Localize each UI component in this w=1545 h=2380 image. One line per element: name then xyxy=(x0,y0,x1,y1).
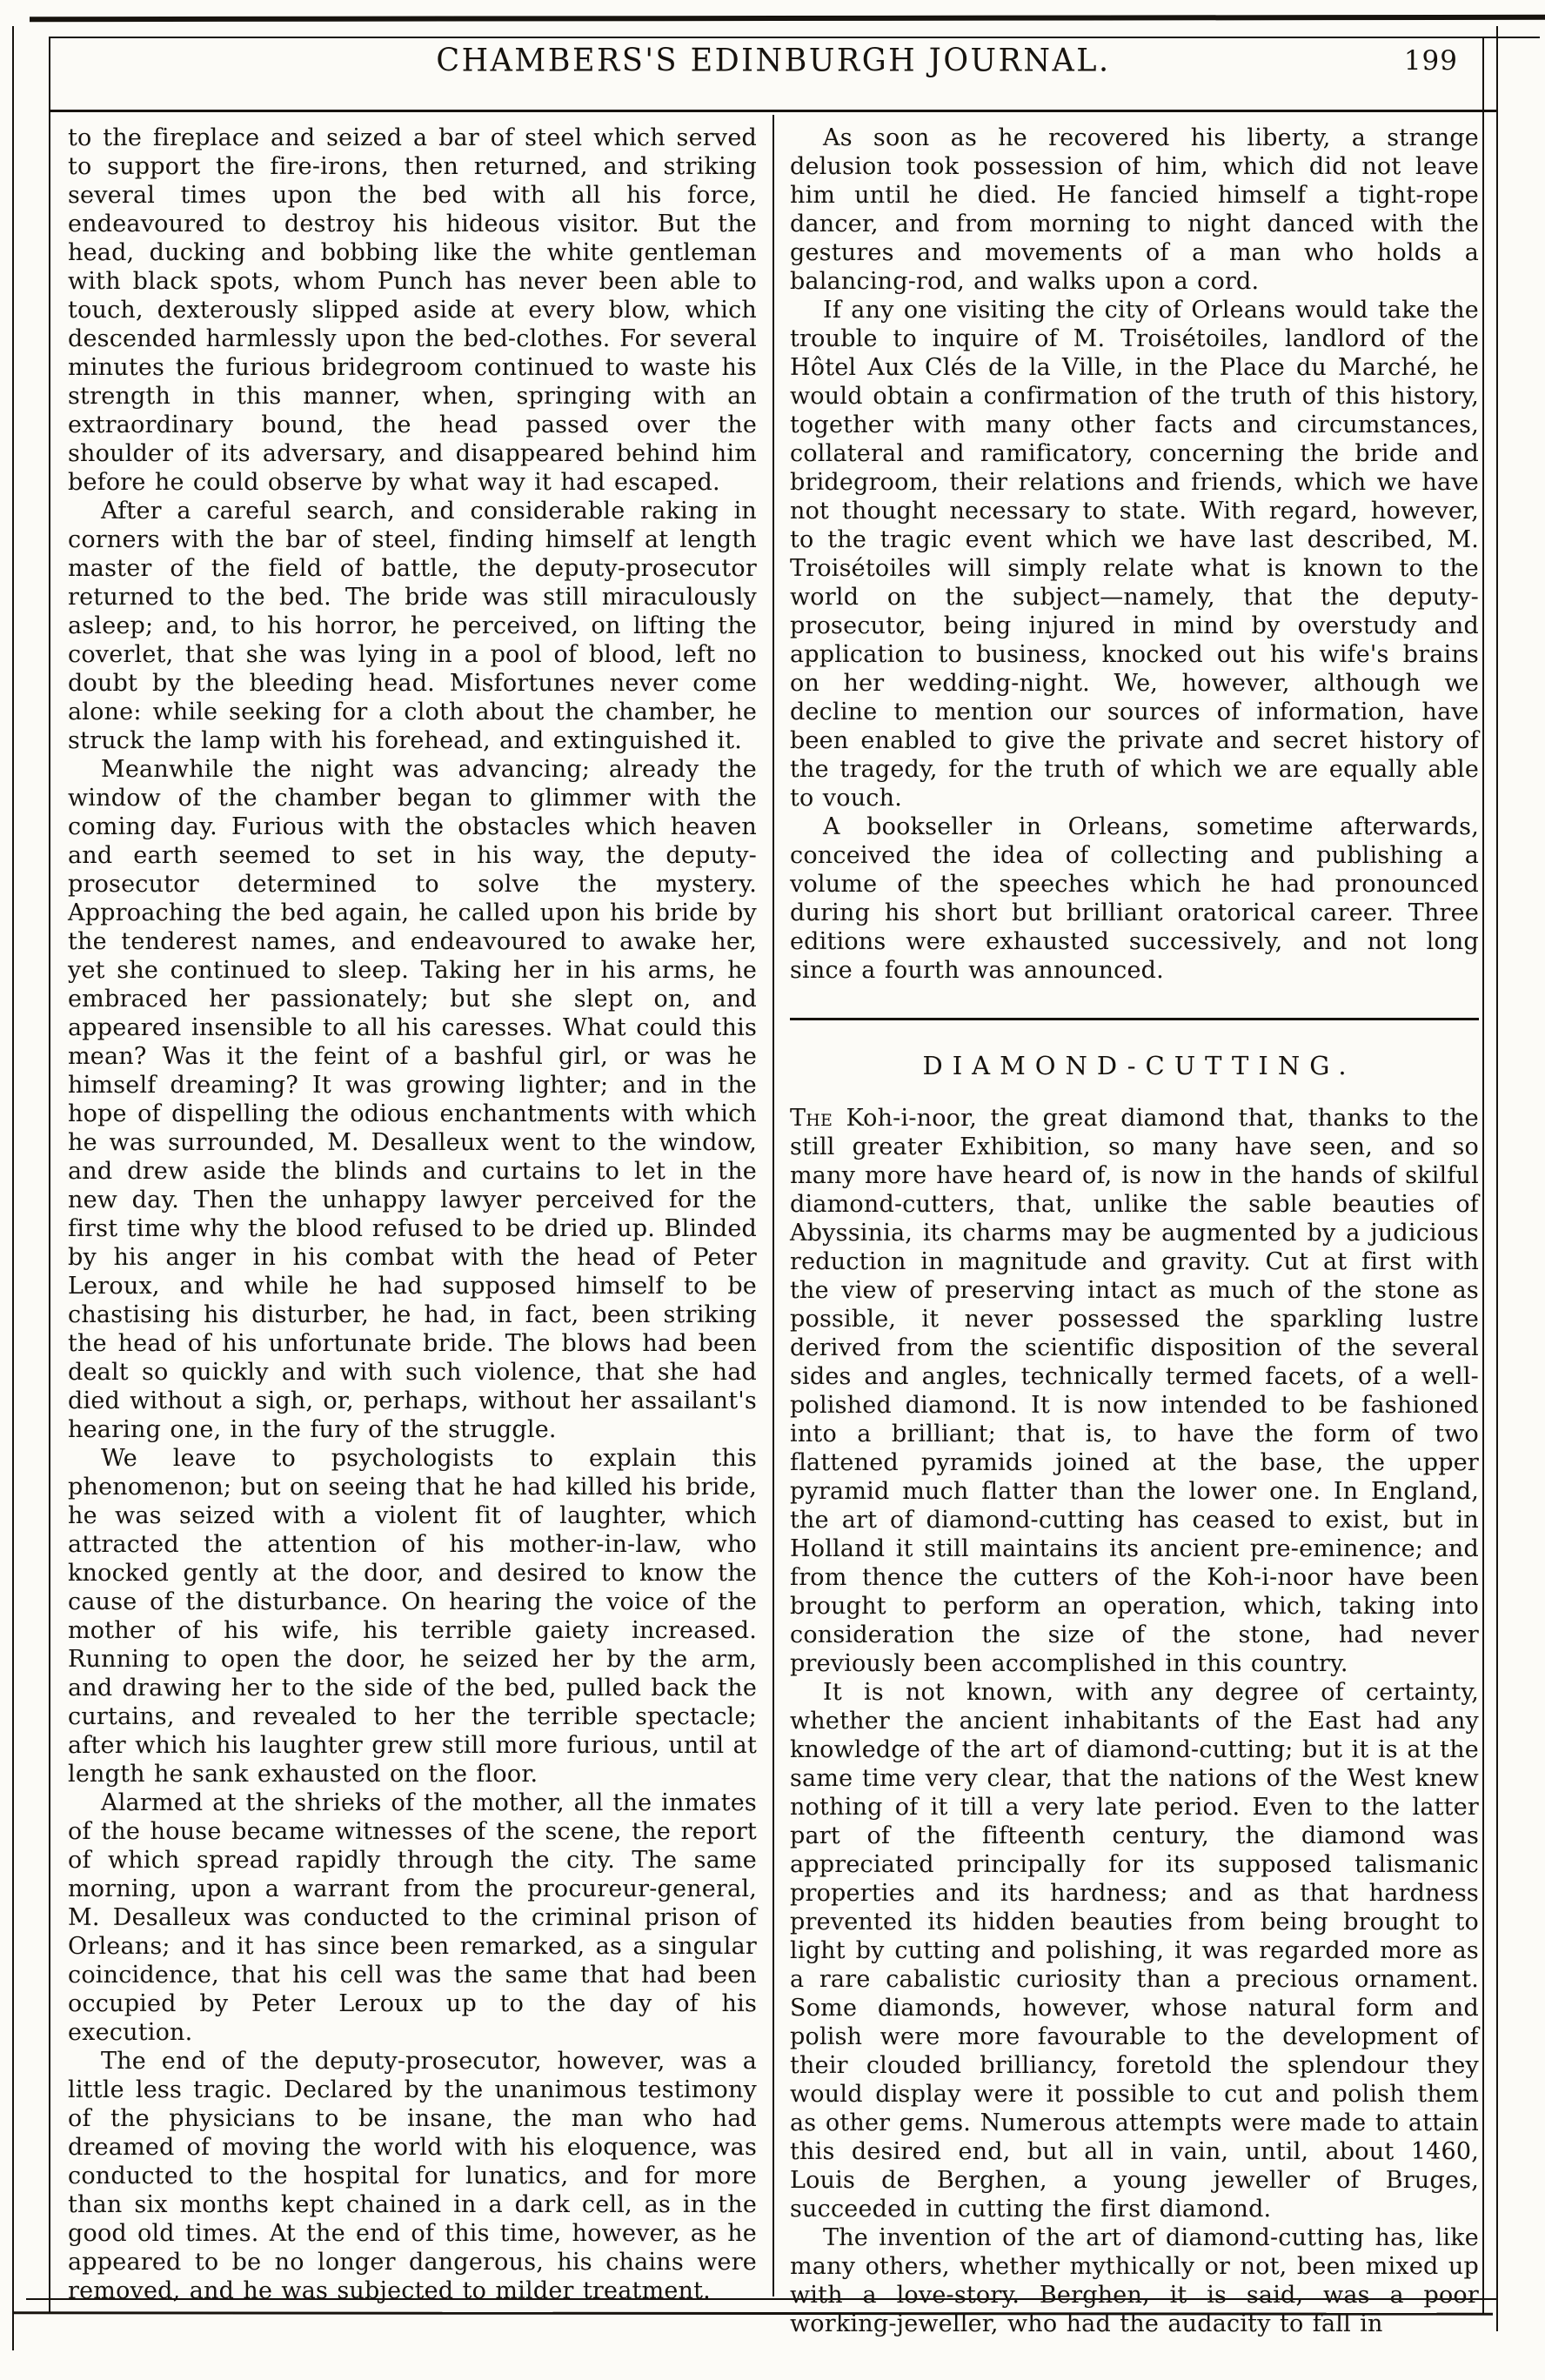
section-heading: DIAMOND-CUTTING. xyxy=(922,1051,1356,1080)
journal-title: CHAMBERS'S EDINBURGH JOURNAL. xyxy=(436,43,1111,79)
paragraph: It is not known, with any degree of certainty, whether the ancient inhabitants of the East had any knowledge of the art of diamond-cutting; but it is at the same time very clear, that the nations of the West knew nothing of it till a very late period. Even to the latter part of the fifteenth century, the diamond was appreciated principally for its supposed talismanic properties and its hardness; and as that hardness prevented its hidden beauties from being brought to light by cutting and polishing, it was regarded more as a rare cabalistic curiosity than a precious ornament. Some diamonds, however, whose natural form and polish were more favourable to the development of their clouded brilliancy, foretold the splendour they would display were it possible to cut and polish them as other gems. Numerous attempts were made to attain this desired end, but all in vain, until, about 1460, Louis de Berghen, a young jeweller of Bruges, succeeded in cutting the first diamond. xyxy=(790,1679,1479,2223)
paragraph: After a careful search, and considerable raking in corners with the bar of steel, finding himself at length master of the field of battle, the deputy-prosecutor returned to the bed. The bride was still miraculously asleep; and, to his horror, he perceived, on lifting the coverlet, that she was lying in a pool of blood, left no doubt by the bleeding head. Misfortunes never come alone: while seeking for a cloth about the chamber, he struck the lamp with his forehead, and extinguished it. xyxy=(68,498,757,754)
right-column xyxy=(790,124,1479,2338)
paragraph: As soon as he recovered his liberty, a strange delusion took possession of him, which did not leave him until he died. He fancied himself a tight-rope dancer, and from morning to night danced with the gestures and movements of a man who holds a balancing-rod, and walks upon a cord. xyxy=(790,124,1479,295)
paragraph: to the fireplace and seized a bar of steel which served to support the fire-irons, then returned, and striking several times upon the bed with all his force, endeavoured to destroy his hideous visitor. But the head, ducking and bobbing like the white gentleman with black spots, whom Punch has never been able to touch, dexterously slipped aside at every blow, which descended harmlessly upon the bed-clothes. For several minutes the furious bridegroom continued to waste his strength in this manner, when, springing with an extraordinary bound, the head passed over the shoulder of its adversary, and disappeared behind him before he could observe by what way it had escaped. xyxy=(68,124,757,496)
lead-word: The xyxy=(790,1105,833,1132)
left-column xyxy=(68,124,757,2305)
paragraph: If any one visiting the city of Orleans would take the trouble to inquire of M. Troisétoiles, landlord of the Hôtel Aux Clés de la Ville, in the Place du Marché, he would obtain a confirmation of the truth of this history, together with many other facts and circumstances, collateral and ramificatory, concerning the bride and bridegroom, their relations and friends, which we have not thought necessary to state. With regard, however, to the tragic event which we have last described, M. Troisétoiles will simply relate what is known to the world on the subject—namely, that the deputy-prosecutor, being injured in mind by overstudy and application to business, knocked out his wife's brains on her wedding-night. We, however, although we decline to mention our sources of information, have been enabled to give the private and secret history of the tragedy, for the truth of which we are equally able to vouch. xyxy=(790,297,1479,812)
paragraph: The end of the deputy-prosecutor, however, was a little less tragic. Declared by the unanimous testimony of the physicians to be insane, the man who had dreamed of moving the world with his eloquence, was conducted to the hospital for lunatics, and for more than six months kept chained in a dark cell, as in the good old times. At the end of this time, however, as he appeared to be no longer dangerous, his chains were removed, and he was subjected to milder treatment. xyxy=(68,2048,757,2304)
paragraph xyxy=(790,1104,1479,1678)
paragraph: The invention of the art of diamond-cutting has, like many others, whether mythically or not, been mixed up with a love-story. Berghen, it is said, was a poor working-jeweller, who had the audacity to fall in xyxy=(790,2224,1479,2337)
paragraph: We leave to psychologists to explain this phenomenon; but on seeing that he had killed his bride, he was seized with a violent fit of laughter, which attracted the attention of his mother-in-law, who knocked gently at the door, and desired to know the cause of the disturbance. On hearing the voice of the mother of his wife, his terrible gaiety increased. Running to open the door, he seized her by the arm, and drawing her to the side of the bed, pulled back the curtains, and revealed to her the terrible spectacle; after which his laughter grew still more furious, until at length he sank exhausted on the floor. xyxy=(68,1445,757,1788)
right-inner-border xyxy=(1482,38,1484,2314)
top-inner-rule xyxy=(49,37,1540,38)
paragraph: A bookseller in Orleans, sometime afterwards, conceived the idea of collecting and publishing a volume of the speeches which he had pronounced during his short but brilliant oratorical career. Three editions were exhausted successively, and not long since a fourth was announced. xyxy=(790,813,1479,984)
top-outer-rule xyxy=(30,15,1545,22)
section-divider-rule xyxy=(790,1018,1479,1020)
header-rule xyxy=(49,110,1498,112)
right-outer-border xyxy=(1496,26,1498,2331)
page-number: 199 xyxy=(1403,45,1458,77)
left-outer-border xyxy=(12,26,14,2350)
left-inner-border xyxy=(49,38,50,2314)
running-head xyxy=(49,43,1498,96)
column-divider-rule xyxy=(772,115,774,2296)
paragraph-text: Koh-i-noor, the great diamond that, thanks to the still greater Exhibition, so many have seen, and so many more have heard of, is now in the hands of skilful diamond-cutters, that, unlike the sable beauties of Abyssinia, its charms may be augmented by a judicious reduction in magnitude and gravity. Cut at first with the view of preserving intact as much of the stone as possible, it never possessed the sparkling lustre derived from the scientific disposition of the several sides and angles, technically termed facets, of a well-polished diamond. It is now intended to be fashioned into a brilliant; that is, to have the form of two flattened pyramids joined at the base, the upper pyramid much flatter than the lower one. In England, the art of diamond-cutting has ceased to exist, but in Holland it still maintains its ancient pre-eminence; and from thence the cutters of the Koh-i-noor have been brought to perform an operation, which, taking into consideration the size of the stone, had never previously been accomplished in this country. xyxy=(790,1105,1479,1677)
paragraph: Meanwhile the night was advancing; already the window of the chamber began to glimmer with the coming day. Furious with the obstacles which heaven and earth seemed to set in his way, the deputy-prosecutor determined to solve the mystery. Approaching the bed again, he called upon his bride by the tenderest names, and endeavoured to awake her, yet she continued to sleep. Taking her in his arms, he embraced her passionately; but she slept on, and appeared insensible to all his caresses. What could this mean? Was it the feint of a bashful girl, or was he himself dreaming? It was growing lighter; and in the hope of dispelling the odious enchantments with which he was surrounded, M. Desalleux went to the window, and drew aside the blinds and curtains to let in the new day. Then the unhappy lawyer perceived for the first time why the blood refused to be dried up. Blinded by his anger in his combat with the head of Peter Leroux, and while he had supposed himself to be chastising his disturber, he had, in fact, been striking the head of his unfortunate bride. The blows had been dealt so quickly and with such violence, that she had died without a sigh, or, perhaps, without her assailant's hearing one, in the fury of the struggle. xyxy=(68,756,757,1443)
paragraph: Alarmed at the shrieks of the mother, all the inmates of the house became witnesses of the scene, the report of which spread rapidly through the city. The same morning, upon a warrant from the procureur-general, M. Desalleux was conducted to the criminal prison of Orleans; and it has since been remarked, as a singular coincidence, that his cell was the same that had been occupied by Peter Leroux up to the day of his execution. xyxy=(68,1789,757,2046)
